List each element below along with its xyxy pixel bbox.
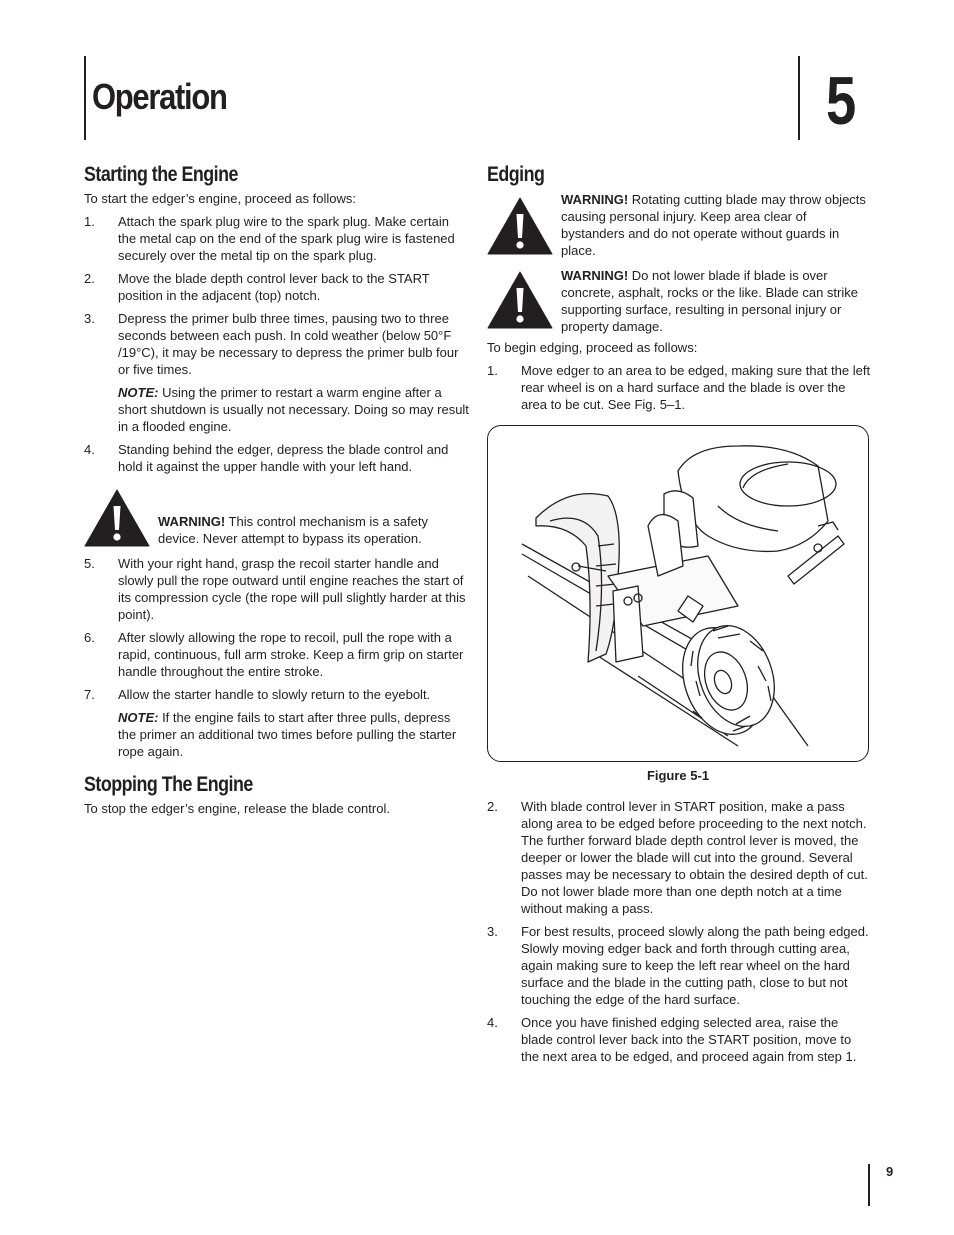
edging-step-4: 4. Once you have finished edging selected area, raise the blade control lever back into the START position, move to the next area to be edged, and proceed again from step 1. xyxy=(487,1015,857,1064)
starting-step-4: 4. Standing behind the edger, depress the blade control and hold it against the upper handle with your left hand. xyxy=(84,442,449,474)
warning-triangle-icon xyxy=(487,271,553,329)
warning-do-not-lower-blade: WARNING! Do not lower blade if blade is over concrete, asphalt, rocks or the like. Blade can strike supporting surface, resulting in personal injury or property damage. xyxy=(487,267,871,335)
edging-step-1: 1. Move edger to an area to be edged, making sure that the left rear wheel is on a hard surface and the blade is over the area to be cut. See Fig. 5–1. xyxy=(487,363,871,412)
header-right-rule xyxy=(798,56,800,140)
warning-rotating-blade: WARNING! Rotating cutting blade may throw objects causing personal injury. Keep area clear of bystanders and do not operate without guards in place. xyxy=(487,191,871,261)
header-left-rule xyxy=(84,56,86,140)
edging-step-3: 3. For best results, proceed slowly along the path being edged. Slowly moving edger back and forth through cutting area, again making sure to keep the left rear wheel on the hard surface and the blade in the cutting path, close to but not touching the edge of the hard surface. xyxy=(487,924,869,1007)
page-title: Operation xyxy=(92,76,227,117)
edging-step-2: 2. With blade control lever in START position, make a pass along area to be edged before proceeding to the next notch. The further forward blade depth control lever is moved, the deeper or lower the blade will cut into the ground. Several passes may be necessary to obtain the desired depth of cut. Do not lower blade more than one depth notch at a time without making a pass. xyxy=(487,799,868,916)
starting-step-2: 2. Move the blade depth control lever back to the START position in the adjacent (top) notch. xyxy=(84,271,430,303)
starting-step-6: 6. After slowly allowing the rope to recoil, pull the rope with a rapid, continuous, full arm stroke. Keep a firm grip on starter handle throughout the entire stroke. xyxy=(84,630,464,679)
starting-step-5: 5. With your right hand, grasp the recoil starter handle and slowly pull the rope outward until engine reaches the start of its compression cycle (the rope will pull slightly harder at this point). xyxy=(84,556,466,622)
edging-intro: To begin edging, proceed as follows: xyxy=(487,340,698,355)
section-heading-stopping: Stopping The Engine xyxy=(84,773,253,796)
right-column-bottom xyxy=(487,798,871,1065)
warning-triangle-icon xyxy=(487,197,553,255)
page-number: 9 xyxy=(886,1164,894,1179)
note-fails-to-start: NOTE: If the engine fails to start after three pulls, depress the primer an additional two times before pulling the starter rope again. xyxy=(118,710,457,759)
footer-rule xyxy=(868,1164,870,1206)
warning-control-mechanism: WARNING! This control mechanism is a safety device. Never attempt to bypass its operation. xyxy=(84,489,470,549)
figure-5-1 xyxy=(487,425,869,762)
figure-caption: Figure 5-1 xyxy=(646,768,710,783)
starting-intro: To start the edger’s engine, proceed as follows: xyxy=(84,191,356,206)
edger-illustration xyxy=(488,426,869,762)
note-primer: NOTE: Using the primer to restart a warm engine after a short shutdown is usually not necessary. Doing so may result in a flooded engine. xyxy=(118,385,469,434)
stopping-text: To stop the edger’s engine, release the blade control. xyxy=(84,801,390,816)
left-column xyxy=(84,163,470,817)
chapter-number: 5 xyxy=(826,63,857,139)
section-heading-starting: Starting the Engine xyxy=(84,163,238,186)
warning-triangle-icon xyxy=(84,489,150,547)
starting-step-3: 3. Depress the primer bulb three times, pausing two to three seconds between each push. In cold weather (below 50°F /19°C), it may be necessary to depress the primer bulb four or five times. xyxy=(84,311,459,377)
right-column-top xyxy=(487,163,871,413)
starting-step-7: 7. Allow the starter handle to slowly return to the eyebolt. xyxy=(84,687,431,702)
section-heading-edging: Edging xyxy=(487,163,545,186)
starting-step-1: 1. Attach the spark plug wire to the spark plug. Make certain the metal cap on the end of the spark plug wire is fastened securely over the metal tip on the spark plug. xyxy=(84,214,455,263)
